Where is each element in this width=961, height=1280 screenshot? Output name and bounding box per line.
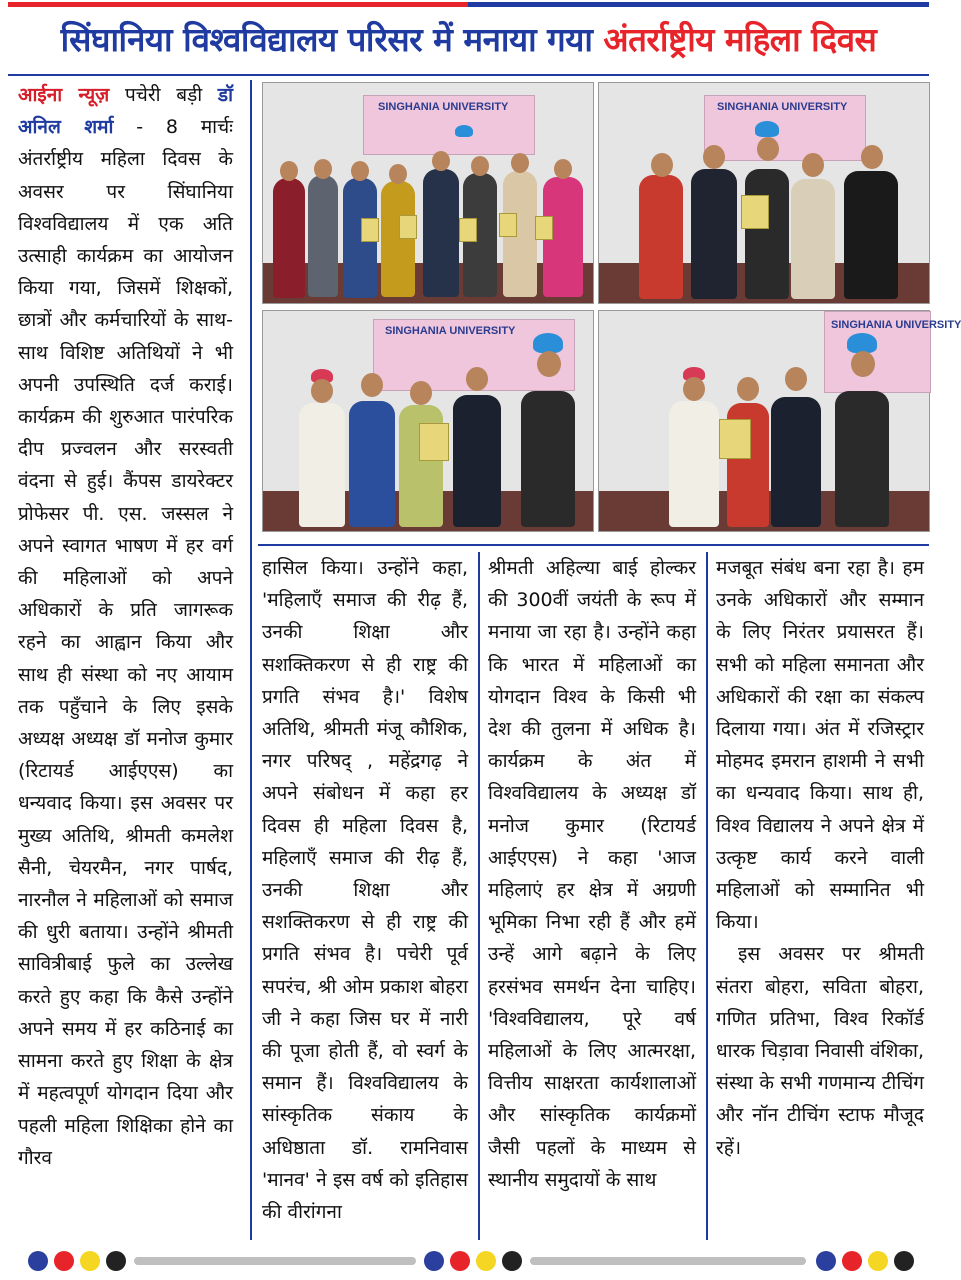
event-photo-1 [262,82,594,304]
event-photo-2 [598,82,930,304]
col2-body: हासिल किया। उन्होंने कहा, 'महिलाएँ समाज की रीढ़ हैं, उनकी शिक्षा और सशक्तिकरण से ही राष्ट्र की प्रगति संभव है।' विशेष अतिथि, श्रीमती मंजू कौशिक, नगर परिषद् , महेंद्रगढ़ ने अपने संबोधन में कहा हर दिवस ही महिला दिवस है, महिलाएँ समाज की रीढ़ हैं, उनकी शिक्षा और सशक्तिकरण से ही राष्ट्र की प्रगति संभव है। पचेरी पूर्व सपरंच, श्री ओम प्रकाश बोहरा जी ने कहा जिस घर में नारी की पूजा होती हैं, वो स्वर्ग के समान हैं। विश्वविद्यालय के सांस्कृतिक संकाय के अधिष्ठाता डॉ. रामनिवास 'मानव' ने इस वर्ष को इतिहास की वीरांगना [262,557,468,1224]
byline-source: आईना न्यूज़ [18,84,110,106]
event-photo-4 [598,310,961,532]
column-divider-2 [478,552,480,1240]
footer-track-2 [530,1257,806,1265]
photo-4-banner: SINGHANIA UNIVERSITY [831,319,961,331]
col1-body: अंतर्राष्ट्रीय महिला दिवस के अवसर पर सिंघानिया विश्वविद्यालय में एक अति उत्साही कार्यक्रम का आयोजन किया गया, जिसमें शिक्षकों, छात्रों और कर्मचारियों के साथ-साथ विशिष्ट अतिथियों ने भी अपनी उपस्थिति दर्ज कराई। कार्यक्रम की शुरुआत पारंपरिक दीप प्रज्वलन और सरस्वती वंदना से हुई। कैंपस डायरेक्टर प्रोफेसर पी. एस. जस्सल ने अपने स्वागत भाषण में हर वर्ग की महिलाओं को अपने अधिकारों के प्रति जागरूक रहने का आह्वान किया और साथ ही संस्था को नए आयाम तक पहुँचाने के लिए इसके अध्यक्ष अध्यक्ष डॉ मनोज कुमार (रिटायर्ड आईएएस) का धन्यवाद किया। इस अवसर पर मुख्य अतिथि, श्रीमती कमलेश सैनी, चेयरमैन, नगर पार्षद, नारनौल ने महिलाओं को समाज की धुरी बताया। उन्होंने श्रीमती सावित्रीबाई फुले का उल्लेख करते हुए कहा कि कैसे उन्होंने अपने समय में हर कठिनाई का सामना करते हुए शिक्षा के क्षेत्र में महत्वपूर्ण योगदान दिया और पहली महिला शिक्षिका होने का गौरव [18,148,233,1169]
photo-divider [258,544,929,546]
event-photo-3 [262,310,594,532]
article-column-2 [262,552,468,1228]
footer-dot-red [842,1251,862,1271]
photo-3-banner: SINGHANIA UNIVERSITY [385,325,516,337]
footer-dot-black [894,1251,914,1271]
footer-dot-blue [816,1251,836,1271]
headline [8,10,929,70]
photo-1-banner: SINGHANIA UNIVERSITY [378,101,509,113]
byline-author: डॉ अनिल शर्मा [18,84,233,139]
footer-dot-blue [28,1251,48,1271]
byline-place: पचेरी बड़ी [109,84,218,106]
footer-decoration [0,1246,937,1276]
col3-body: श्रीमती अहिल्या बाई होल्कर की 300वीं जयंती के रूप में मनाया जा रहा है। उन्होंने कहा कि भारत में महिलाओं का योगदान विश्व के किसी भी देश की तुलना में अधिक है। कार्यक्रम के अंत में विश्वविद्यालय के अध्यक्ष डॉ मनोज कुमार (रिटायर्ड आईएएस) ने कहा 'आज महिलाएं हर क्षेत्र में अग्रणी भूमिका निभा रही हैं और हमें उन्हें आगे बढ़ाने के लिए हरसंभव समर्थन देना चाहिए। 'विश्वविद्यालय, पूरे वर्ष महिलाओं के लिए आत्मरक्षा, वित्तीय साक्षरता कार्यशालाओं और सांस्कृतिक कार्यक्रमों जैसी पहलों के माध्यम से स्थानीय समुदायों के साथ [488,557,696,1191]
col4-paragraph-2: इस अवसर पर श्रीमती संतरा बोहरा, सविता बोहरा, गणित प्रतिभा, विश्व रिकॉर्ड धारक चिड़ावा निवासी वंशिका, संस्था के सभी गणमान्य टीचिंग और नॉन टीचिंग स्टाफ मौजूद रहें। [716,943,924,1159]
footer-dot-yellow [868,1251,888,1271]
article-column-3 [488,552,696,1196]
article-paragraph [18,79,233,1174]
column-divider-1 [250,80,252,1240]
footer-track-1 [134,1257,416,1265]
byline-date: - 8 मार्चः [113,116,233,139]
article-column-4 [716,552,924,1164]
footer-dot-red [54,1251,74,1271]
footer-dot-black [502,1251,522,1271]
column-divider-3 [706,552,708,1240]
top-bar-red [8,2,468,7]
top-bar-blue [468,2,929,7]
top-color-bar [8,2,929,8]
footer-dot-blue [424,1251,444,1271]
footer-dot-yellow [80,1251,100,1271]
photo-2-banner: SINGHANIA UNIVERSITY [717,101,848,113]
headline-part1: सिंघानिया विश्वविद्यालय परिसर में मनाया गया [60,20,604,59]
footer-dot-red [450,1251,470,1271]
headline-divider [8,74,929,76]
col4-paragraph-1: मजबूत संबंध बना रहा है। हम उनके अधिकारों और सम्मान के लिए निरंतर प्रयासरत हैं। सभी को महिला समानता और अधिकारों की रक्षा का संकल्प दिलाया गया। अंत में रजिस्ट्रार मोहमद इमरान हाशमी ने सभी का धन्यवाद किया। साथ ही, विश्व विद्यालय ने अपने क्षेत्र में उत्कृष्ट कार्य करने वाली महिलाओं को सम्मानित भी किया। [716,557,924,934]
headline-part2: अंतर्राष्ट्रीय महिला दिवस [603,20,877,59]
footer-dot-yellow [476,1251,496,1271]
article-column-1 [18,79,233,1174]
footer-dot-black [106,1251,126,1271]
